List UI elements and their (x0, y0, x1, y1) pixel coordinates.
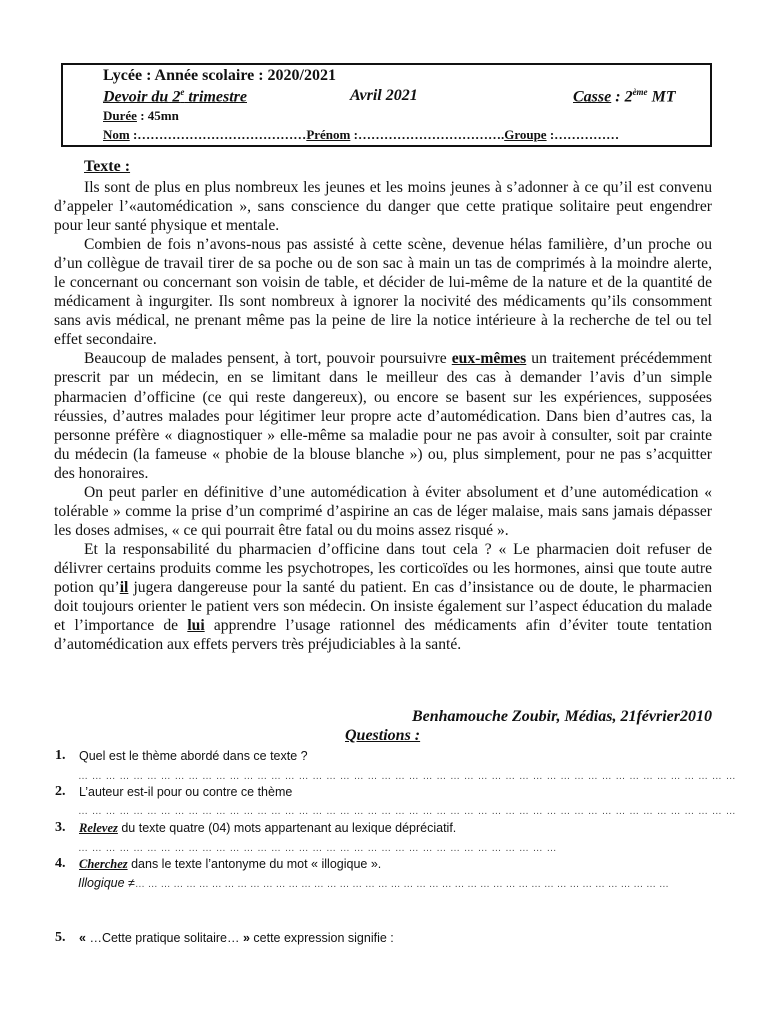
student-fields (103, 127, 619, 143)
exam-title-prefix: Devoir du 2 (103, 88, 181, 106)
answer-prefix: Illogique ≠ (78, 876, 135, 890)
question-number: 3. (55, 820, 66, 835)
question-text (79, 821, 456, 836)
paragraph-5 (54, 540, 712, 654)
question-verb: Cherchez (79, 857, 128, 871)
source-signature: Benhamouche Zoubir, Médias, 21février2010 (411, 708, 712, 725)
question-verb: Relevez (79, 821, 118, 835)
class-label-text: Casse (573, 88, 612, 106)
duration-label: Durée (103, 108, 137, 123)
nom-field[interactable]: :………………………………… (129, 127, 307, 142)
question-text: L’auteur est-il pour ou contre ce thème (79, 785, 293, 799)
question-number: 4. (55, 856, 66, 871)
duration (103, 108, 179, 124)
question-text (79, 857, 381, 872)
highlight-il: il (119, 578, 129, 596)
answer-line-2[interactable]: … … … … … … … … … … … … … … … … … … … … … … … … … … … … … … … … … … … … … … … … … … … … … … … … (78, 806, 737, 817)
paragraph-3 (54, 349, 712, 482)
exam-date: Avril 2021 (350, 87, 418, 104)
nom-label: Nom (103, 127, 130, 142)
paragraph-3-part: un traitement précédemment prescrit par un médecin, en se limitant dans le meilleur des cas à demander l’avis d’un simple pharmacien d’officine (ce qui reste dangereux), ou encore se basent sur les expériences, supposées réussies, d’autres malades pour légitimer leur propre acte d’automédication. Dans bien d’autres cas, la personne préfère « diagnostiquer » elle-même sa maladie pour ne pas avoir à consulter, soit par crainte du médecin (la fameuse « phobie de la blouse blanche ») ou, plus simplement, pour ne pas s’acquitter des honoraires. (54, 350, 712, 482)
paragraph-5-part: Et la responsabilité du pharmacien d’officine dans tout cela ? « Le pharmacien doit refuser de délivrer certains produits comme les psychotropes, les corticoïdes ou les hormones, ainsi que toute autre potion qu’ (54, 540, 712, 596)
answer-line-1[interactable]: … … … … … … … … … … … … … … … … … … … … … … … … … … … … … … … … … … … … … … … … … … … … … … … … (78, 771, 737, 782)
question-text-rest: du texte quatre (04) mots appartenant au lexique dépréciatif. (117, 821, 457, 835)
paragraph-5-part: apprendre l’usage rationnel des médicaments afin d’éviter toute tentation d’automédication aux effets pervers très préjudiciables à la santé. (54, 617, 712, 654)
question-number: 1. (55, 748, 66, 763)
question-number: 2. (55, 784, 66, 799)
quoted-expression: …Cette pratique solitaire… (89, 931, 243, 945)
prenom-field[interactable]: :……………………………. (350, 127, 505, 142)
question-text-rest: dans le texte l’antonyme du mot « illogique ». (127, 857, 382, 871)
question-text-rest: cette expression signifie : (249, 931, 394, 945)
highlight-eux-memes: eux-mêmes (451, 350, 527, 368)
question-number: 5. (55, 930, 66, 945)
paragraph-5-part: jugera dangereuse pour la santé du patient. En cas d’insistance ou de doute, le pharmacien doit toujours orienter le patient vers son médecin. On insiste également sur l’aspect éducation du malade et l’importance de (54, 578, 712, 635)
class-value-sup: ème (632, 87, 648, 97)
quote-close: » (242, 931, 250, 945)
highlight-lui: lui (187, 617, 205, 635)
class-value-suffix: MT (647, 88, 676, 106)
exam-title-sup: e (180, 87, 185, 97)
paragraph-4: On peut parler en définitive d’une automédication à éviter absolument et d’une automédication « tolérable » comme la prise d’un comprimé d’aspirine an cas de léger malaise, mais sans jamais dépasser les doses admises, « ce qui pourrait être fatal ou du moins assez risqué ». (54, 483, 712, 539)
question-text: Quel est le thème abordé dans ce texte ? (79, 749, 308, 763)
answer-dots[interactable]: … … … … … … … … … … … … … … … … … … … … … … … … … … … … … … … … … … … … … … … … … … (134, 879, 669, 890)
paragraph-2: Combien de fois n’avons-nous pas assisté à cette scène, devenue hélas familière, d’un proche ou d’un collègue de travail tirer de sa poche ou de son sac à main un tas de comprimés à la moindre alerte, le concernant ou concernant son voisin de table, et décider de lui-même de la nature et de la quantité de médicament à ingurgiter. Ils sont nombreux à ignorer la nocivité des médicaments qu’ils consomment sans avis médical, ne prenant même pas la peine de lire la notice intérieure à la recherche de tel ou tel effet secondaire. (54, 236, 712, 349)
school-year-line: Lycée : Année scolaire : 2020/2021 (103, 67, 336, 84)
groupe-field[interactable]: :…………… (546, 127, 620, 142)
quote-open: « (79, 931, 90, 945)
paragraph-3-part: Beaucoup de malades pensent, à tort, pouvoir poursuivre (84, 350, 452, 368)
exam-title (103, 87, 247, 106)
question-text (79, 931, 394, 945)
duration-value: : 45mn (136, 108, 179, 123)
header-box (61, 63, 712, 147)
answer-line-4[interactable] (78, 876, 669, 890)
answer-line-3[interactable]: … … … … … … … … … … … … … … … … … … … … … … … … … … … … … … … … … … … (78, 843, 557, 854)
paragraph-1: Ils sont de plus en plus nombreux les jeunes et les moins jeunes à s’adonner à ce qu’il est convenu d’appeler l’«automédication », sans conscience du danger que cette pratique solitaire peut engendrer pour leur santé physique et mentale. (54, 179, 712, 235)
exam-title-suffix: trimestre (184, 88, 247, 106)
class-label (573, 87, 676, 106)
prenom-label: Prénom (306, 127, 351, 142)
questions-title: Questions : (345, 727, 421, 744)
reading-text (54, 178, 712, 654)
groupe-label: Groupe (504, 127, 547, 142)
text-title: Texte : (84, 158, 131, 175)
class-value-prefix: : 2 (611, 88, 633, 106)
